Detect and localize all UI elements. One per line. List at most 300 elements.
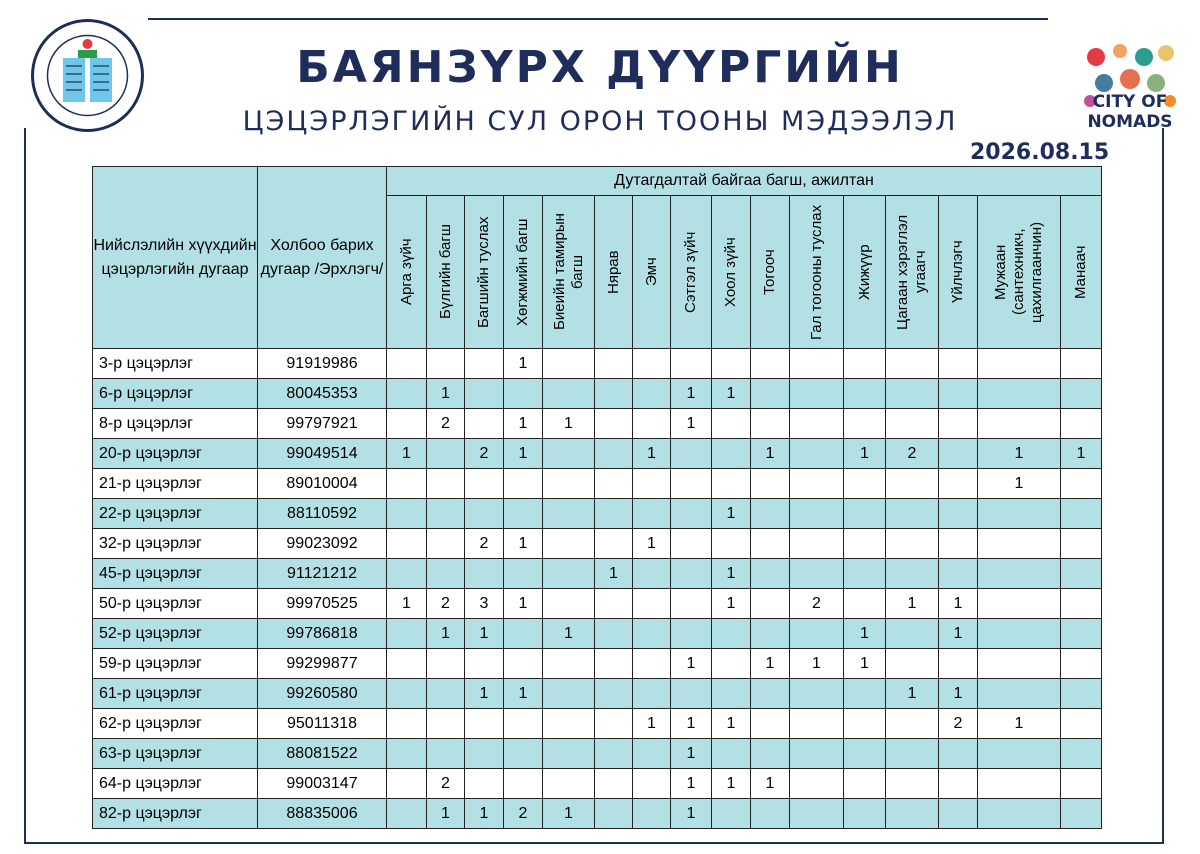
vacancy-count-cell xyxy=(465,559,504,589)
vacancy-count-cell: 1 xyxy=(790,649,844,679)
position-label: Эмч xyxy=(642,257,660,287)
vacancy-count-cell: 1 xyxy=(886,679,939,709)
vacancy-count-cell xyxy=(543,649,595,679)
position-label: Цагаан хэрэглэл угаагч xyxy=(894,214,929,330)
vacancy-count-cell: 1 xyxy=(504,349,543,379)
vacancy-count-cell xyxy=(427,679,465,709)
vacancy-count-cell: 1 xyxy=(939,619,978,649)
vacancy-count-cell xyxy=(978,529,1061,559)
vacancy-count-cell xyxy=(671,679,712,709)
vacancy-count-cell xyxy=(712,529,751,559)
vacancy-count-cell: 1 xyxy=(504,409,543,439)
vacancy-count-cell xyxy=(886,769,939,799)
position-label: Бүлгийн багш xyxy=(436,224,454,320)
vacancy-count-cell xyxy=(790,709,844,739)
vacancy-count-cell xyxy=(595,649,633,679)
vacancy-count-cell xyxy=(978,349,1061,379)
vacancy-count-cell xyxy=(387,499,427,529)
vacancy-count-cell xyxy=(504,739,543,769)
vacancy-count-cell: 1 xyxy=(427,619,465,649)
vacancy-count-cell xyxy=(595,769,633,799)
table-row xyxy=(93,409,1102,439)
vacancy-count-cell xyxy=(886,739,939,769)
vacancy-count-cell xyxy=(939,379,978,409)
vacancy-count-cell: 1 xyxy=(633,529,671,559)
vacancy-count-cell xyxy=(790,769,844,799)
vacancy-count-cell xyxy=(751,589,790,619)
vacancy-count-cell: 1 xyxy=(844,649,886,679)
position-header xyxy=(595,196,633,349)
kindergarten-name-cell: 62-р цэцэрлэг xyxy=(93,709,258,739)
vacancy-count-cell xyxy=(751,349,790,379)
vacancy-count-cell xyxy=(712,409,751,439)
vacancy-count-cell xyxy=(844,739,886,769)
vacancy-count-cell xyxy=(543,499,595,529)
vacancy-count-cell: 1 xyxy=(633,709,671,739)
vacancy-count-cell xyxy=(427,499,465,529)
vacancy-count-cell xyxy=(790,409,844,439)
vacancy-count-cell xyxy=(595,469,633,499)
kindergarten-name-cell: 45-р цэцэрлэг xyxy=(93,559,258,589)
vacancy-count-cell xyxy=(886,469,939,499)
vacancy-count-cell xyxy=(504,709,543,739)
vacancy-count-cell: 1 xyxy=(633,439,671,469)
vacancy-count-cell xyxy=(427,469,465,499)
table-row xyxy=(93,769,1102,799)
vacancy-count-cell xyxy=(1061,529,1102,559)
vacancy-count-cell xyxy=(844,469,886,499)
vacancy-count-cell: 2 xyxy=(939,709,978,739)
report-date: 2026.08.15 xyxy=(970,140,1110,165)
vacancy-count-cell xyxy=(1061,649,1102,679)
vacancy-count-cell: 1 xyxy=(543,409,595,439)
position-header xyxy=(844,196,886,349)
vacancy-count-cell: 1 xyxy=(978,469,1061,499)
kindergarten-name-cell: 3-р цэцэрлэг xyxy=(93,349,258,379)
phone-cell: 99049514 xyxy=(258,439,387,469)
vacancy-count-cell xyxy=(712,439,751,469)
vacancy-count-cell xyxy=(543,709,595,739)
vacancy-count-cell: 1 xyxy=(671,379,712,409)
vacancy-count-cell xyxy=(465,349,504,379)
vacancy-count-cell: 1 xyxy=(978,709,1061,739)
vacancy-count-cell xyxy=(427,709,465,739)
phone-cell: 88110592 xyxy=(258,499,387,529)
education-department-seal-logo xyxy=(30,18,145,133)
vacancy-count-cell xyxy=(939,769,978,799)
position-header xyxy=(387,196,427,349)
vacancy-count-cell xyxy=(595,619,633,649)
vacancy-count-cell xyxy=(939,559,978,589)
vacancy-count-cell xyxy=(427,739,465,769)
vacancy-count-cell xyxy=(387,469,427,499)
vacancy-count-cell: 1 xyxy=(671,769,712,799)
vacancy-count-cell xyxy=(939,349,978,379)
position-label: Гал тогооны туслах xyxy=(807,204,825,340)
vacancy-count-cell xyxy=(671,439,712,469)
vacancy-count-cell: 1 xyxy=(939,679,978,709)
table-row xyxy=(93,799,1102,829)
vacancy-count-cell: 1 xyxy=(671,649,712,679)
kindergarten-name-cell: 61-р цэцэрлэг xyxy=(93,679,258,709)
vacancy-count-cell xyxy=(633,679,671,709)
vacancy-count-cell xyxy=(633,409,671,439)
phone-cell: 99003147 xyxy=(258,769,387,799)
vacancy-count-cell xyxy=(751,679,790,709)
vacancy-count-cell xyxy=(595,799,633,829)
vacancy-count-cell xyxy=(886,499,939,529)
vacancy-count-cell xyxy=(978,559,1061,589)
kindergarten-name-cell: 59-р цэцэрлэг xyxy=(93,649,258,679)
vacancy-count-cell xyxy=(939,529,978,559)
phone-cell: 99260580 xyxy=(258,679,387,709)
table-row xyxy=(93,679,1102,709)
vacancy-count-cell xyxy=(751,409,790,439)
vacancy-count-cell: 1 xyxy=(886,589,939,619)
vacancy-count-cell: 1 xyxy=(427,379,465,409)
vacancy-count-cell xyxy=(939,739,978,769)
frame-right-border xyxy=(1162,128,1164,844)
vacancy-count-cell: 2 xyxy=(427,589,465,619)
phone-cell: 99299877 xyxy=(258,649,387,679)
vacancy-count-cell: 1 xyxy=(465,679,504,709)
position-header xyxy=(504,196,543,349)
vacancy-count-cell xyxy=(790,379,844,409)
vacancy-count-cell xyxy=(633,499,671,529)
phone-cell: 95011318 xyxy=(258,709,387,739)
vacancy-count-cell xyxy=(633,379,671,409)
kindergarten-name-cell: 21-р цэцэрлэг xyxy=(93,469,258,499)
position-label: Хоол зүйч xyxy=(722,237,739,307)
table-row xyxy=(93,529,1102,559)
phone-cell: 80045353 xyxy=(258,379,387,409)
vacancy-count-cell xyxy=(978,379,1061,409)
vacancy-count-cell xyxy=(844,349,886,379)
vacancy-count-cell xyxy=(543,469,595,499)
vacancy-count-cell xyxy=(844,769,886,799)
position-label: Сэтгэл зүйч xyxy=(682,231,699,313)
vacancy-count-cell xyxy=(595,379,633,409)
vacancy-count-cell xyxy=(844,679,886,709)
vacancy-count-cell xyxy=(751,529,790,559)
vacancy-count-cell xyxy=(886,649,939,679)
vacancy-count-cell xyxy=(1061,409,1102,439)
header-top-rule xyxy=(148,18,1048,20)
vacancy-count-cell xyxy=(427,439,465,469)
position-header xyxy=(939,196,978,349)
vacancy-count-cell xyxy=(595,739,633,769)
vacancy-count-cell xyxy=(1061,739,1102,769)
phone-cell: 88835006 xyxy=(258,799,387,829)
vacancy-count-cell: 1 xyxy=(595,559,633,589)
vacancy-count-cell xyxy=(543,529,595,559)
vacancy-count-cell: 1 xyxy=(751,649,790,679)
vacancy-count-cell xyxy=(595,349,633,379)
vacancy-count-cell xyxy=(1061,379,1102,409)
city-of-nomads-text: CITY OF NOMADS xyxy=(1087,92,1173,132)
vacancy-count-cell xyxy=(633,619,671,649)
vacancy-count-cell xyxy=(886,409,939,439)
position-header xyxy=(671,196,712,349)
position-label: Үйлчлэгч xyxy=(949,240,966,304)
vacancy-count-cell xyxy=(844,559,886,589)
kindergarten-name-cell: 50-р цэцэрлэг xyxy=(93,589,258,619)
vacancy-count-cell xyxy=(978,799,1061,829)
position-header xyxy=(790,196,844,349)
vacancy-count-cell xyxy=(1061,349,1102,379)
frame-left-border xyxy=(24,128,26,844)
vacancy-count-cell: 1 xyxy=(712,589,751,619)
table-row xyxy=(93,709,1102,739)
kindergarten-name-cell: 82-р цэцэрлэг xyxy=(93,799,258,829)
vacancy-count-cell: 1 xyxy=(543,619,595,649)
table-row xyxy=(93,499,1102,529)
vacancy-count-cell xyxy=(790,619,844,649)
vacancy-count-cell xyxy=(671,559,712,589)
vacancy-count-cell: 1 xyxy=(712,379,751,409)
vacancy-count-cell xyxy=(465,379,504,409)
vacancy-count-cell: 1 xyxy=(671,409,712,439)
kindergarten-name-cell: 52-р цэцэрлэг xyxy=(93,619,258,649)
table-row xyxy=(93,559,1102,589)
vacancy-count-cell xyxy=(978,769,1061,799)
position-label: Манаач xyxy=(1072,245,1089,299)
table-row xyxy=(93,739,1102,769)
vacancy-count-cell xyxy=(387,619,427,649)
vacancy-count-cell xyxy=(1061,769,1102,799)
vacancy-count-cell xyxy=(712,619,751,649)
vacancy-count-cell: 1 xyxy=(671,709,712,739)
vacancy-count-cell xyxy=(387,739,427,769)
vacancy-count-cell xyxy=(387,649,427,679)
vacancy-count-cell: 1 xyxy=(939,589,978,619)
vacancy-count-cell: 1 xyxy=(712,499,751,529)
vacancy-count-cell xyxy=(671,619,712,649)
vacancy-count-cell xyxy=(886,619,939,649)
vacancy-count-cell: 2 xyxy=(790,589,844,619)
vacancy-count-cell xyxy=(387,379,427,409)
vacancy-count-cell: 1 xyxy=(712,559,751,589)
vacancy-count-cell xyxy=(595,499,633,529)
vacancy-count-cell: 1 xyxy=(844,439,886,469)
vacancy-count-cell: 2 xyxy=(427,769,465,799)
vacancy-count-cell xyxy=(790,349,844,379)
vacancy-count-cell xyxy=(671,499,712,529)
position-label: Хөгжмийн багш xyxy=(514,218,531,326)
vacancy-count-cell: 1 xyxy=(671,739,712,769)
vacancy-count-cell xyxy=(1061,589,1102,619)
vacancy-count-cell xyxy=(427,529,465,559)
vacancy-count-cell xyxy=(978,409,1061,439)
vacancy-count-cell xyxy=(387,409,427,439)
vacancy-count-cell xyxy=(387,769,427,799)
position-label: Арга зүйч xyxy=(397,238,415,306)
position-label: Багшийн туслах xyxy=(475,216,492,328)
table-row xyxy=(93,469,1102,499)
vacancy-count-cell xyxy=(504,499,543,529)
vacancy-count-cell xyxy=(844,709,886,739)
position-label: Нярав xyxy=(604,250,622,294)
vacancy-count-cell xyxy=(978,739,1061,769)
vacancy-count-cell xyxy=(790,799,844,829)
vacancy-count-cell: 1 xyxy=(751,769,790,799)
table-row xyxy=(93,649,1102,679)
vacancy-count-cell xyxy=(387,679,427,709)
vacancy-count-cell xyxy=(543,379,595,409)
vacancy-count-cell xyxy=(387,799,427,829)
kindergarten-name-cell: 64-р цэцэрлэг xyxy=(93,769,258,799)
table-row xyxy=(93,349,1102,379)
vacancy-count-cell xyxy=(978,619,1061,649)
vacancy-count-cell xyxy=(465,469,504,499)
vacancy-count-cell xyxy=(886,529,939,559)
phone-cell: 91919986 xyxy=(258,349,387,379)
vacancy-count-cell xyxy=(751,739,790,769)
vacancy-count-cell xyxy=(844,499,886,529)
phone-cell: 89010004 xyxy=(258,469,387,499)
vacancy-table xyxy=(92,166,1102,829)
vacancy-count-cell: 1 xyxy=(712,769,751,799)
vacancy-count-cell xyxy=(387,349,427,379)
vacancy-count-cell xyxy=(633,799,671,829)
vacancy-count-cell: 1 xyxy=(978,439,1061,469)
vacancy-count-cell: 1 xyxy=(1061,439,1102,469)
vacancy-count-cell xyxy=(504,379,543,409)
phone-cell: 99023092 xyxy=(258,529,387,559)
vacancy-count-cell xyxy=(543,349,595,379)
position-label: Жижүүр xyxy=(855,244,873,300)
kindergarten-name-cell: 6-р цэцэрлэг xyxy=(93,379,258,409)
vacancy-count-cell xyxy=(886,799,939,829)
vacancy-count-cell xyxy=(595,679,633,709)
vacancy-count-cell xyxy=(543,589,595,619)
table-row xyxy=(93,439,1102,469)
table-row xyxy=(93,379,1102,409)
vacancy-count-cell xyxy=(790,439,844,469)
position-header xyxy=(465,196,504,349)
vacancy-count-cell: 1 xyxy=(844,619,886,649)
vacancy-count-cell xyxy=(465,709,504,739)
vacancy-count-cell: 1 xyxy=(504,439,543,469)
phone-cell: 99786818 xyxy=(258,619,387,649)
vacancy-count-cell xyxy=(633,589,671,619)
page-title: БАЯНЗҮРХ ДҮҮРГИЙН xyxy=(296,42,904,93)
vacancy-count-cell xyxy=(465,739,504,769)
position-header xyxy=(633,196,671,349)
vacancy-count-cell xyxy=(387,559,427,589)
vacancy-count-cell xyxy=(886,379,939,409)
vacancy-count-cell: 1 xyxy=(427,799,465,829)
phone-column-header: Холбоо барих дугаар /Эрхлэгч/ xyxy=(258,167,387,349)
vacancy-count-cell: 2 xyxy=(465,529,504,559)
vacancy-count-cell xyxy=(633,649,671,679)
vacancy-count-cell xyxy=(633,739,671,769)
vacancy-count-cell xyxy=(427,349,465,379)
vacancy-count-cell xyxy=(1061,709,1102,739)
vacancy-count-cell xyxy=(751,799,790,829)
vacancy-count-cell xyxy=(671,349,712,379)
kindergarten-name-cell: 22-р цэцэрлэг xyxy=(93,499,258,529)
vacancy-count-cell xyxy=(751,559,790,589)
position-header xyxy=(427,196,465,349)
position-header xyxy=(712,196,751,349)
vacancy-count-cell xyxy=(595,409,633,439)
phone-cell: 88081522 xyxy=(258,739,387,769)
vacancy-count-cell xyxy=(712,649,751,679)
vacancy-count-cell xyxy=(633,769,671,799)
vacancy-count-cell: 2 xyxy=(465,439,504,469)
vacancy-count-cell xyxy=(790,559,844,589)
kindergarten-name-cell: 20-р цэцэрлэг xyxy=(93,439,258,469)
vacancy-count-cell xyxy=(633,559,671,589)
vacancy-count-cell xyxy=(543,739,595,769)
vacancy-count-cell xyxy=(751,379,790,409)
vacancy-count-cell xyxy=(790,499,844,529)
vacancy-count-cell xyxy=(1061,499,1102,529)
vacancy-count-cell: 2 xyxy=(504,799,543,829)
vacancy-count-cell xyxy=(671,469,712,499)
kindergarten-name-cell: 8-р цэцэрлэг xyxy=(93,409,258,439)
vacancy-count-cell xyxy=(543,769,595,799)
vacancy-count-cell xyxy=(844,589,886,619)
vacancy-count-cell xyxy=(939,499,978,529)
vacancy-count-cell xyxy=(427,559,465,589)
phone-cell: 99797921 xyxy=(258,409,387,439)
vacancy-count-cell xyxy=(595,589,633,619)
table-row xyxy=(93,619,1102,649)
vacancy-count-cell xyxy=(751,709,790,739)
vacancy-count-cell xyxy=(939,439,978,469)
vacancy-count-cell: 1 xyxy=(387,589,427,619)
vacancy-count-cell xyxy=(790,739,844,769)
vacancy-count-cell xyxy=(465,499,504,529)
vacancy-count-cell xyxy=(504,559,543,589)
vacancy-count-cell xyxy=(427,649,465,679)
missing-staff-group-header: Дутагдалтай байгаа багш, ажилтан xyxy=(387,167,1102,196)
vacancy-count-cell xyxy=(751,499,790,529)
vacancy-count-cell xyxy=(939,649,978,679)
vacancy-count-cell xyxy=(595,529,633,559)
kindergarten-name-cell: 63-р цэцэрлэг xyxy=(93,739,258,769)
vacancy-count-cell xyxy=(844,529,886,559)
vacancy-count-cell xyxy=(978,499,1061,529)
vacancy-count-cell xyxy=(387,529,427,559)
kindergarten-name-cell: 32-р цэцэрлэг xyxy=(93,529,258,559)
vacancy-count-cell: 1 xyxy=(504,589,543,619)
vacancy-count-cell: 1 xyxy=(671,799,712,829)
vacancy-count-cell xyxy=(886,349,939,379)
vacancy-count-cell xyxy=(465,649,504,679)
vacancy-count-cell xyxy=(671,589,712,619)
position-label: Тогооч xyxy=(761,249,778,295)
position-header xyxy=(1061,196,1102,349)
vacancy-count-cell xyxy=(712,739,751,769)
position-label: Биеийн тамирын багш xyxy=(550,213,586,331)
vacancy-count-cell xyxy=(790,469,844,499)
vacancy-count-cell: 1 xyxy=(465,619,504,649)
vacancy-count-cell xyxy=(595,709,633,739)
vacancy-count-cell xyxy=(712,679,751,709)
vacancy-count-cell xyxy=(465,409,504,439)
vacancy-count-cell xyxy=(504,769,543,799)
vacancy-count-cell xyxy=(712,799,751,829)
vacancy-count-cell xyxy=(504,469,543,499)
vacancy-count-cell xyxy=(712,349,751,379)
vacancy-count-cell xyxy=(387,709,427,739)
vacancy-count-cell xyxy=(1061,559,1102,589)
vacancy-count-cell: 1 xyxy=(387,439,427,469)
phone-cell: 91121212 xyxy=(258,559,387,589)
